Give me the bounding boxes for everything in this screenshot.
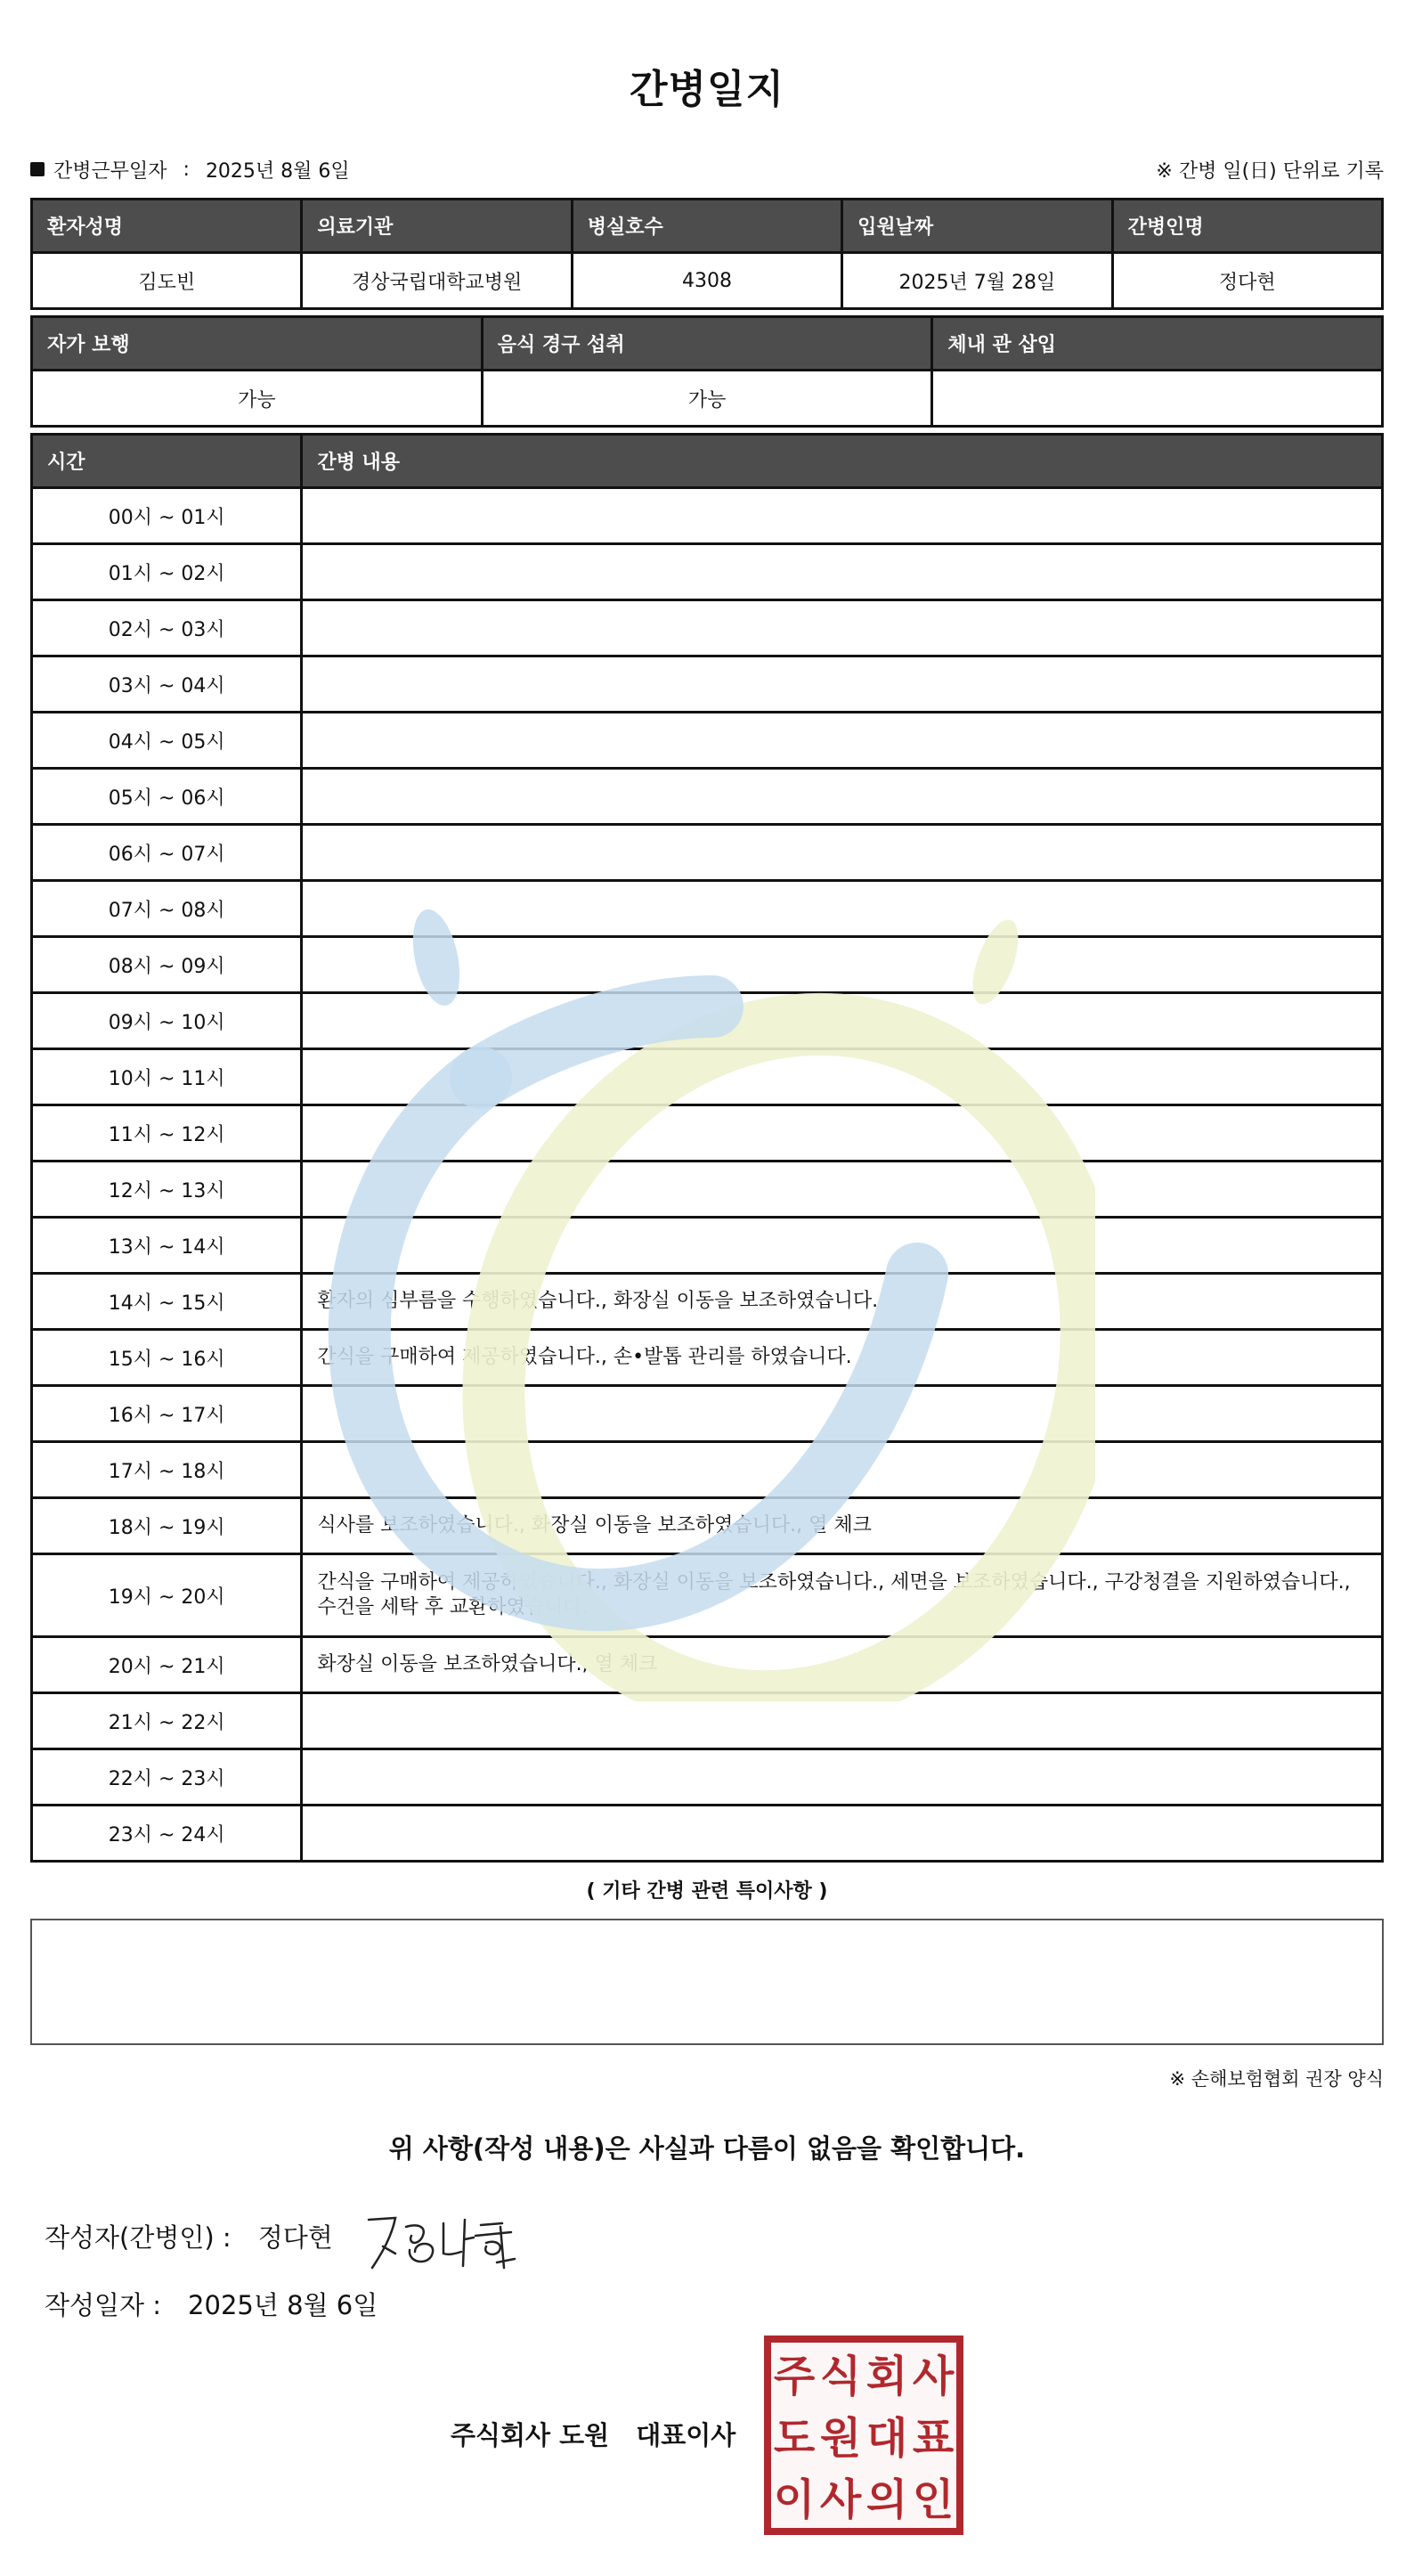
company-seal-stamp (764, 2336, 963, 2535)
seal-glyph: 이 (773, 2474, 816, 2525)
row-time: 19시 ~ 20시 (32, 1554, 302, 1637)
patient-name: 김도빈 (32, 253, 302, 309)
table-row (32, 1749, 1383, 1806)
row-time: 17시 ~ 18시 (32, 1442, 302, 1498)
row-care-content (302, 600, 1383, 656)
row-care-content (302, 1693, 1383, 1749)
seal-glyph: 주 (773, 2352, 816, 2402)
company-name: 주식회사 도원 (451, 2420, 610, 2450)
row-time: 06시 ~ 07시 (32, 825, 302, 881)
work-date-group (30, 156, 350, 183)
row-time: 11시 ~ 12시 (32, 1105, 302, 1162)
seal-glyph: 사 (912, 2352, 955, 2402)
ability-table (30, 315, 1384, 428)
table-row (32, 1330, 1383, 1386)
header-self-walking: 자가 보행 (32, 317, 483, 371)
row-care-content (302, 881, 1383, 937)
table-row (32, 1274, 1383, 1330)
row-care-content: 환자의 심부름을 수행하였습니다., 화장실 이동을 보조하였습니다. (302, 1274, 1383, 1330)
written-date-label: 작성일자 : (45, 2290, 162, 2320)
writer-line (45, 2218, 333, 2254)
work-date-separator: : (183, 158, 190, 181)
seal-glyph: 의 (865, 2474, 908, 2525)
table-row (32, 1806, 1383, 1862)
row-time: 00시 ~ 01시 (32, 488, 302, 544)
seal-glyph: 식 (819, 2352, 862, 2402)
row-time: 01시 ~ 02시 (32, 544, 302, 600)
row-care-content (302, 825, 1383, 881)
form-footnote: ※ 손해보험협회 권장 양식 (1169, 2068, 1384, 2090)
row-care-content (302, 1386, 1383, 1442)
handwritten-signature (356, 2200, 525, 2280)
seal-glyph: 표 (912, 2413, 955, 2464)
unit-note: ※ 간병 일(日) 단위로 기록 (1156, 159, 1384, 183)
row-care-content (302, 1442, 1383, 1498)
row-time: 08시 ~ 09시 (32, 937, 302, 993)
row-care-content (302, 1049, 1383, 1105)
company-role: 대표이사 (636, 2420, 736, 2450)
header-tube-insertion: 체내 관 삽입 (932, 317, 1383, 371)
seal-glyph: 원 (819, 2413, 862, 2464)
table-row (32, 1442, 1383, 1498)
header-line (30, 153, 1384, 185)
admission-date: 2025년 7월 28일 (842, 253, 1112, 309)
written-date-line (45, 2286, 378, 2322)
row-time: 09시 ~ 10시 (32, 993, 302, 1049)
seal-glyph: 사 (819, 2474, 862, 2525)
table-row (32, 1693, 1383, 1749)
row-care-content (302, 937, 1383, 993)
row-care-content: 간식을 구매하여 제공하였습니다., 화장실 이동을 보조하였습니다., 세면을 보조하였습니다., 구강청결을 지원하였습니다., 수건을 세탁 후 교환하였습니다. (302, 1554, 1383, 1637)
row-time: 04시 ~ 05시 (32, 713, 302, 769)
header-admission-date: 입원날짜 (842, 200, 1112, 253)
table-row (32, 937, 1383, 993)
row-time: 05시 ~ 06시 (32, 769, 302, 825)
seal-glyph: 회 (865, 2352, 908, 2402)
work-date-label: 간병근무일자 (53, 159, 167, 183)
table-row (32, 1162, 1383, 1218)
row-time: 16시 ~ 17시 (32, 1386, 302, 1442)
row-time: 13시 ~ 14시 (32, 1218, 302, 1274)
header-oral-intake: 음식 경구 섭취 (482, 317, 932, 371)
writer-label: 작성자(간병인) : (45, 2222, 232, 2253)
row-care-content: 식사를 보조하였습니다., 화장실 이동을 보조하였습니다., 열 체크 (302, 1498, 1383, 1554)
table-row (32, 1218, 1383, 1274)
row-care-content (302, 1806, 1383, 1862)
row-care-content: 화장실 이동을 보조하였습니다., 열 체크 (302, 1637, 1383, 1693)
table-row (32, 1554, 1383, 1637)
table-row (32, 1637, 1383, 1693)
notes-box (30, 1919, 1384, 2045)
document-title: 간병일지 (629, 67, 784, 112)
patient-info-table (30, 198, 1384, 310)
header-time: 시간 (32, 435, 302, 488)
header-hospital: 의료기관 (302, 200, 572, 253)
oral-intake-value: 가능 (482, 371, 932, 427)
table-row (32, 993, 1383, 1049)
table-row (32, 1386, 1383, 1442)
row-care-content (302, 1218, 1383, 1274)
row-time: 22시 ~ 23시 (32, 1749, 302, 1806)
table-row (32, 1049, 1383, 1105)
row-time: 15시 ~ 16시 (32, 1330, 302, 1386)
row-time: 02시 ~ 03시 (32, 600, 302, 656)
row-time: 03시 ~ 04시 (32, 656, 302, 713)
row-time: 18시 ~ 19시 (32, 1498, 302, 1554)
header-patient-name: 환자성명 (32, 200, 302, 253)
row-time: 07시 ~ 08시 (32, 881, 302, 937)
care-log-table (30, 433, 1384, 1863)
row-care-content (302, 713, 1383, 769)
table-row (32, 1498, 1383, 1554)
table-row (32, 825, 1383, 881)
notes-title: ( 기타 간병 관련 특이사항 ) (586, 1880, 828, 1903)
header-room-number: 병실호수 (572, 200, 841, 253)
table-row (32, 881, 1383, 937)
row-time: 23시 ~ 24시 (32, 1806, 302, 1862)
row-care-content: 간식을 구매하여 제공하였습니다., 손•발톱 관리를 하였습니다. (302, 1330, 1383, 1386)
work-date-value: 2025년 8월 6일 (205, 159, 350, 183)
seal-glyph: 도 (773, 2413, 816, 2464)
table-row (32, 544, 1383, 600)
row-care-content (302, 769, 1383, 825)
row-time: 10시 ~ 11시 (32, 1049, 302, 1105)
row-time: 14시 ~ 15시 (32, 1274, 302, 1330)
confirmation-statement: 위 사항(작성 내용)은 사실과 다름이 없음을 확인합니다. (388, 2133, 1026, 2164)
table-row (32, 600, 1383, 656)
table-row (32, 769, 1383, 825)
row-time: 12시 ~ 13시 (32, 1162, 302, 1218)
row-care-content (302, 1105, 1383, 1162)
table-row (32, 1105, 1383, 1162)
row-care-content (302, 1749, 1383, 1806)
caregiver-name: 정다현 (1112, 253, 1382, 309)
writer-name: 정다현 (257, 2222, 333, 2253)
row-care-content (302, 993, 1383, 1049)
room-number: 4308 (572, 253, 841, 309)
row-care-content (302, 1162, 1383, 1218)
row-time: 21시 ~ 22시 (32, 1693, 302, 1749)
written-date-value: 2025년 8월 6일 (188, 2290, 378, 2320)
row-time: 20시 ~ 21시 (32, 1637, 302, 1693)
tube-insertion-value (932, 371, 1383, 427)
seal-glyph: 인 (912, 2474, 955, 2525)
company-line (451, 2416, 735, 2452)
header-caregiver-name: 간병인명 (1112, 200, 1382, 253)
header-care-content: 간병 내용 (302, 435, 1383, 488)
row-care-content (302, 656, 1383, 713)
self-walking-value: 가능 (32, 371, 483, 427)
hospital-name: 경상국립대학교병원 (302, 253, 572, 309)
row-care-content (302, 544, 1383, 600)
table-row (32, 656, 1383, 713)
table-row (32, 713, 1383, 769)
table-row (32, 488, 1383, 544)
row-care-content (302, 488, 1383, 544)
square-bullet-icon (30, 162, 45, 176)
seal-glyph: 대 (865, 2413, 908, 2464)
